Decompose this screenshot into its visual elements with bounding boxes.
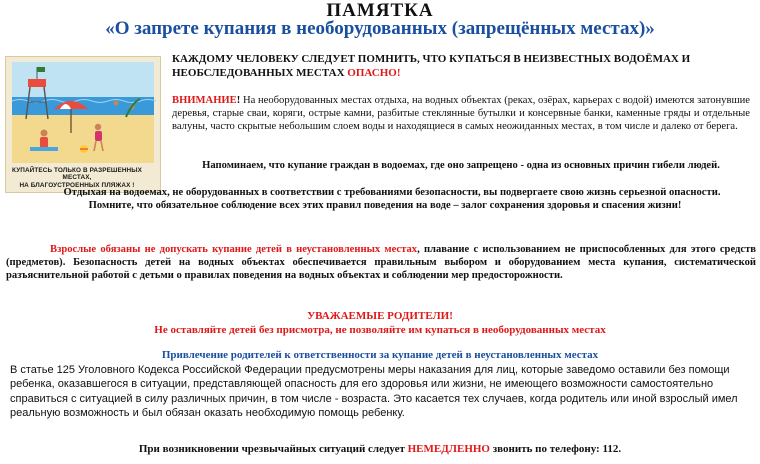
attention-text: На необорудованных местах отдыха, на водных объектах (реках, озёрах, карьерах с водой) имеются затонувшие деревья, старые сваи, коряги, острые камни, разбитые стеклянные бутылки и консервные банки, каменные гряды и отдельные валуны, часто скрытые небольшим слоем воды и находящиеся в самых неожиданных местах, в том числе и далеко от берега. <box>172 95 750 133</box>
remind-line-3: Помните, что обязательное соблюдение всех этих правил поведения на воде – залог сохранения здоровья и спасения жизни! <box>88 200 682 212</box>
intro-warning <box>172 52 750 80</box>
caption-line-1: КУПАЙТЕСЬ ТОЛЬКО В РАЗРЕШЕННЫХ МЕСТАХ, <box>12 167 142 182</box>
parents-heading: УВАЖАЕМЫЕ РОДИТЕЛИ! <box>307 310 453 322</box>
remind-line-1: Напоминаем, что купание граждан в водоемах, где оно запрещено - одна из основных причин гибели людей. <box>202 160 720 171</box>
remind-line-2: Отдыхая на водоемах, не оборудованных в соответствии с требованиями безопасности, вы подвергаете свою жизнь серьезной опасности. <box>63 187 721 198</box>
page-subtitle: «О запрете купания в необорудованных (запрещённых местах)» <box>105 18 655 39</box>
attention-label: ВНИМАНИЕ <box>172 95 237 106</box>
adults-text: , плавание с использованием не приспособленных для этого средств (предметов). Безопасность детей на водных объектах обеспечивается правильным выбором и оборудованием места купания, систематической разъяснительной работой с детьми о правилах поведения на водных объектах и соблюдении мер предосторожности. <box>6 244 756 282</box>
page-title: ПАМЯТКА <box>326 0 434 21</box>
emergency-urgent: НЕМЕДЛЕННО <box>407 443 490 455</box>
beach-illustration <box>5 56 161 193</box>
adults-paragraph <box>6 243 756 283</box>
emergency-after: звонить по телефону: 112. <box>490 443 622 455</box>
intro-text: КАЖДОМУ ЧЕЛОВЕКУ СЛЕДУЕТ ПОМНИТЬ, ЧТО КУПАТЬСЯ В НЕИЗВЕСТНЫХ ВОДОЁМАХ И НЕОБСЛЕДОВАННЫХ МЕСТАХ <box>172 53 691 79</box>
attention-exclaim: ! <box>236 95 241 106</box>
danger-label: ОПАСНО! <box>347 67 401 79</box>
emergency-line <box>0 443 760 456</box>
remind-paragraph <box>20 186 750 212</box>
responsibility-text: В статье 125 Уголовного Кодекса Российской Федерации предусмотрены меры наказания для лиц, которые заведомо оставили без помощи ребенка, оказавшегося в ситуации, представляющей опасность для его здоровья или жизни, не имеющего возможности самостоятельно справиться с ситуацией в силу различных причин, в том числе - возраста. Это касается тех случаев, когда родитель или иной взрослый имел реальную возможность и был обязан оказать необходимую помощь ребенку. <box>10 364 738 420</box>
parents-subheading: Не оставляйте детей без присмотра, не позволяйте им купаться в необорудованных местах <box>154 324 606 336</box>
responsibility-heading: Привлечение родителей к ответственности за купание детей в неустановленных местах <box>161 349 599 361</box>
attention-paragraph <box>172 94 750 134</box>
adults-red-text: Взрослые обязаны не допускать купание детей в неустановленных местах <box>50 244 418 255</box>
emergency-before: При возникновении чрезвычайных ситуаций следует <box>138 443 408 455</box>
caption-line-2: НА БЛАГОУСТРОЕННЫХ ПЛЯЖАХ ! <box>19 181 135 189</box>
